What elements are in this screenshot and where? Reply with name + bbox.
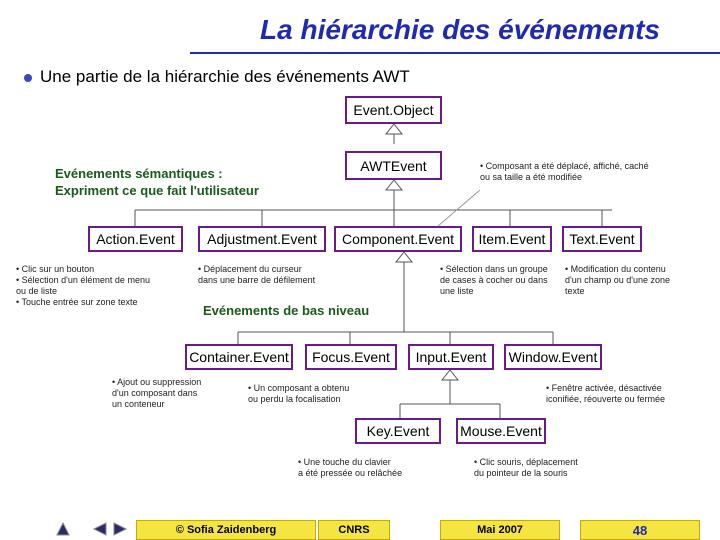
inherit-arrow-awtevent (386, 180, 402, 190)
footer-author: © Sofia Zaidenberg (136, 520, 316, 540)
note-action-event: • Clic sur un bouton • Sélection d'un élément de menu ou de liste • Touche entrée sur zone texte (16, 264, 150, 307)
node-adjustment-event: Adjustment.Event (198, 226, 326, 252)
note-window-event: • Fenêtre activée, désactivée iconifiée, réouverte ou fermée (546, 383, 666, 404)
note-mouse-event: • Clic souris, déplacement du pointeur de la souris (474, 457, 578, 478)
footer-date: Mai 2007 (440, 520, 560, 540)
node-focus-event: Focus.Event (305, 344, 397, 370)
nav-home-icon[interactable] (56, 522, 70, 536)
node-event-object: Event.Object (345, 96, 442, 124)
footer-organization: CNRS (318, 520, 390, 540)
node-action-event: Action.Event (88, 226, 183, 252)
note-component-event: • Composant a été déplacé, affiché, caché ou sa taille a été modifiée (480, 161, 649, 182)
nav-previous-icon[interactable] (92, 522, 108, 536)
node-item-event: Item.Event (472, 226, 552, 252)
nav-next-icon[interactable] (112, 522, 128, 536)
note-container-event: • Ajout ou suppression d'un composant dans un conteneur (112, 377, 202, 409)
slide-title: La hiérarchie des événements (260, 14, 660, 45)
node-key-event: Key.Event (355, 418, 441, 444)
node-window-event: Window.Event (504, 344, 602, 370)
note-item-event: • Sélection dans un groupe de cases à cocher ou dans une liste (440, 264, 548, 296)
inherit-arrow-inputevent (442, 370, 458, 380)
node-text-event: Text.Event (562, 226, 642, 252)
node-mouse-event: Mouse.Event (456, 418, 546, 444)
note-adjustment-event: • Déplacement du curseur dans une barre de défilement (198, 264, 316, 285)
note-focus-event: • Un composant a obtenu ou perdu la focalisation (248, 383, 350, 404)
inherit-arrow-componentevent (396, 252, 412, 262)
bullet-text: Une partie de la hiérarchie des événements AWT (40, 67, 410, 86)
node-input-event: Input.Event (408, 344, 494, 370)
node-awt-event: AWTEvent (345, 151, 442, 180)
note-text-event: • Modification du contenu d'un champ ou d'une zone texte (565, 264, 671, 296)
node-container-event: Container.Event (185, 344, 293, 370)
label-semantic-events: Evénements sémantiques : Expriment ce que fait l'utilisateur (55, 166, 259, 198)
node-component-event: Component.Event (334, 226, 462, 252)
label-low-level-events: Evénements de bas niveau (203, 303, 370, 318)
inherit-arrow-eventobject (386, 124, 402, 134)
footer-page-number: 48 (580, 520, 700, 540)
note-key-event: • Une touche du clavier a été pressée ou relâchée (298, 457, 403, 478)
